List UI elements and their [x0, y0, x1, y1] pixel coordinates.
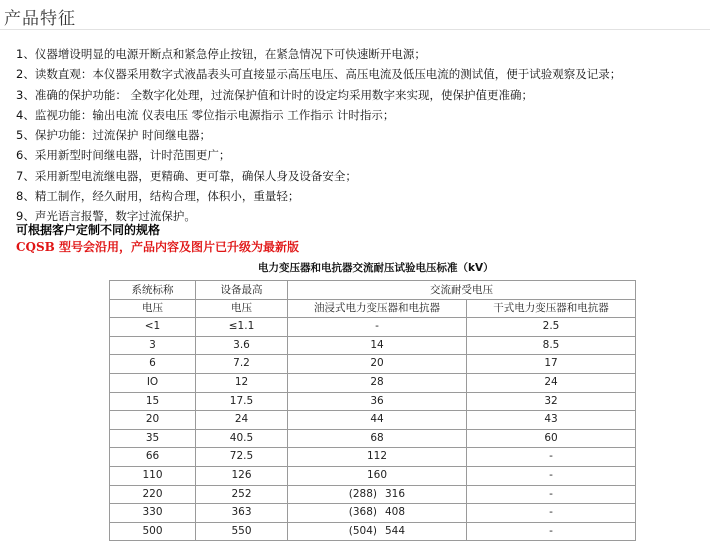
feature-item: 1、仪器增设明显的电源开断点和紧急停止按钮，在紧急情况下可快速断开电源； [16, 47, 426, 61]
cell-nominal-voltage: 6 [110, 355, 196, 374]
table-title: 电力变压器和电抗器交流耐压试验电压标准（kV） [258, 262, 494, 274]
voltage-standard-table [109, 280, 636, 541]
table-row [110, 504, 636, 523]
table-row [110, 466, 636, 485]
cell-oil-immersed: - [288, 318, 467, 337]
header-nominal-voltage-top: 系统标称 [110, 281, 196, 300]
cell-dry-type: 17 [467, 355, 636, 374]
cell-nominal-voltage: 500 [110, 522, 196, 541]
cell-dry-type: 32 [467, 392, 636, 411]
cell-dry-type: - [467, 466, 636, 485]
cell-oil-immersed: 36 [288, 392, 467, 411]
cell-max-voltage: 550 [196, 522, 288, 541]
table-row [110, 373, 636, 392]
heading-divider [0, 29, 710, 30]
cell-nominal-voltage: 3 [110, 336, 196, 355]
cell-dry-type: 43 [467, 411, 636, 430]
table-row [110, 522, 636, 541]
cell-nominal-voltage: 66 [110, 448, 196, 467]
cell-max-voltage: 7.2 [196, 355, 288, 374]
table-row [110, 318, 636, 337]
cell-dry-type: 24 [467, 373, 636, 392]
cell-oil-immersed [288, 504, 467, 523]
cell-dry-type: 2.5 [467, 318, 636, 337]
table-row [110, 411, 636, 430]
cell-max-voltage: 17.5 [196, 392, 288, 411]
feature-item: 5、保护功能：过流保护 时间继电器； [16, 128, 211, 143]
header-max-voltage-top: 设备最高 [196, 281, 288, 300]
cell-dry-type: - [467, 522, 636, 541]
cell-oil-immersed-value: 316 [385, 487, 406, 500]
feature-item: 2、读数直观：本仪器采用数字式液晶表头可直接显示高压电压、高压电流及低压电流的测试值，便于试验观察及记录； [16, 67, 622, 82]
cell-max-voltage: 252 [196, 485, 288, 504]
cell-nominal-voltage: 15 [110, 392, 196, 411]
cell-dry-type: 8.5 [467, 336, 636, 355]
cell-oil-immersed: 28 [288, 373, 467, 392]
cell-dry-type: - [467, 448, 636, 467]
cell-nominal-voltage: IO [110, 373, 196, 392]
table-row [110, 392, 636, 411]
cell-oil-immersed-value: 408 [385, 506, 406, 519]
header-max-voltage-bottom: 电压 [196, 299, 288, 318]
feature-item: 6、采用新型时间继电器，计时范围更广； [16, 148, 231, 163]
cell-max-voltage: 3.6 [196, 336, 288, 355]
cell-oil-immersed [288, 522, 467, 541]
cell-max-voltage: 126 [196, 466, 288, 485]
feature-item: 8、精工制作，经久耐用，结构合理，体积小，重量轻； [16, 189, 300, 204]
cell-nominal-voltage: 220 [110, 485, 196, 504]
upgrade-notice: CQSB 型号会沿用，产品内容及图片已升级为最新版 [16, 240, 299, 254]
feature-item: 3、准确的保护功能： 全数字化处理，过流保护值和计时的设定均采用数字来实现，使保护值更准确； [16, 87, 533, 102]
cell-nominal-voltage: 330 [110, 504, 196, 523]
table-row [110, 355, 636, 374]
cell-nominal-voltage: 35 [110, 429, 196, 448]
cell-max-voltage: 40.5 [196, 429, 288, 448]
cell-oil-immersed-paren: (504) [348, 524, 377, 537]
cell-oil-immersed: 14 [288, 336, 467, 355]
cell-dry-type: 60 [467, 429, 636, 448]
cell-oil-immersed-value: 544 [385, 524, 406, 537]
cell-max-voltage: 72.5 [196, 448, 288, 467]
cell-oil-immersed: 160 [288, 466, 467, 485]
cell-oil-immersed: 112 [288, 448, 467, 467]
cell-max-voltage: 363 [196, 504, 288, 523]
header-dry-type: 干式电力变压器和电抗器 [467, 299, 636, 318]
table-row [110, 485, 636, 504]
header-withstand-voltage: 交流耐受电压 [288, 281, 636, 300]
table-row [110, 429, 636, 448]
cell-nominal-voltage: 20 [110, 411, 196, 430]
header-oil-immersed: 油浸式电力变压器和电抗器 [288, 299, 467, 318]
cell-max-voltage: 24 [196, 411, 288, 430]
cell-oil-immersed [288, 485, 467, 504]
cell-oil-immersed: 68 [288, 429, 467, 448]
cell-oil-immersed: 44 [288, 411, 467, 430]
customization-note: 可根据客户定制不同的规格 [16, 223, 161, 237]
cell-nominal-voltage: <1 [110, 318, 196, 337]
cell-nominal-voltage: 110 [110, 466, 196, 485]
cell-dry-type: - [467, 485, 636, 504]
feature-item: 9、声光语言报警，数字过流保护。 [16, 209, 196, 224]
cell-oil-immersed-paren: (288) [348, 487, 377, 500]
table-row [110, 448, 636, 467]
cell-max-voltage: ≤1.1 [196, 318, 288, 337]
cell-oil-immersed: 20 [288, 355, 467, 374]
table-body [110, 318, 636, 541]
section-heading: 产品特征 [4, 9, 76, 29]
feature-item: 7、采用新型电流继电器，更精确、更可靠，确保人身及设备安全； [16, 168, 357, 183]
feature-list [16, 44, 621, 227]
cell-oil-immersed-paren: (368) [348, 506, 377, 519]
cell-max-voltage: 12 [196, 373, 288, 392]
cell-dry-type: - [467, 504, 636, 523]
table-row [110, 336, 636, 355]
feature-item: 4、监视功能：输出电流 仪表电压 零位指示电源指示 工作指示 计时指示； [16, 107, 395, 122]
header-nominal-voltage-bottom: 电压 [110, 299, 196, 318]
